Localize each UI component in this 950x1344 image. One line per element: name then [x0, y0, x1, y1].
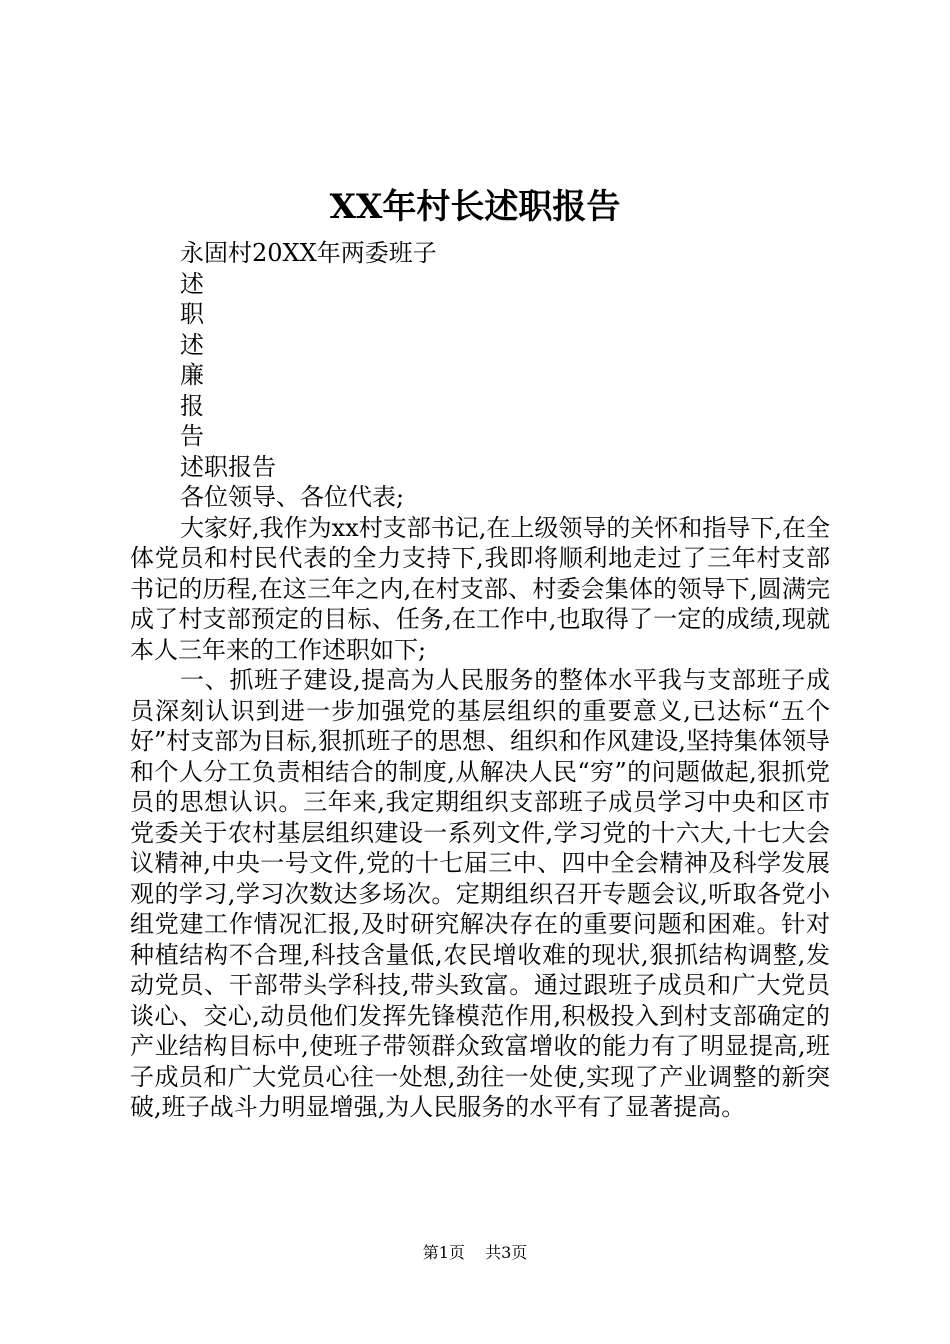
paragraph-section-one: 一、抓班子建设,提高为人民服务的整体水平我与支部班子成员深刻认识到进一步加强党的基层组织的重要意义,已达标“五个好”村支部为目标,狠抓班子的思想、组织和作风建设,坚持集体领导和个人分工负责相结合的制度,从解决人民“穷”的问题做起,狠抓党员的思想认识。三年来,我定期组织支部班子成员学习中央和区市党委关于农村基层组织建设一系列文件,学习党的十六大,十七大会议精神,中央一号文件,党的十七届三中、四中全会精神及科学发展观的学习,学习次数达多场次。定期组织召开专题会议,听取各党小组党建工作情况汇报,及时研究解决存在的重要问题和困难。针对种植结构不合理,科技含量低,农民增收难的现状,狠抓结构调整,发动党员、干部带头学科技,带头致富。通过跟班子成员和广大党员谈心、交心,动员他们发挥先锋模范作用,积极投入到村支部确定的产业结构目标中,使班子带领群众致富增收的能力有了明显提高,班子成员和广大党员心往一处想,劲往一处使,实现了产业调整的新突破,班子战斗力明显增强,为人民服务的水平有了显著提高。: [130, 666, 830, 1121]
heading-line: 廉: [180, 361, 204, 389]
document-body: [130, 238, 830, 1123]
heading-line: 职: [180, 300, 204, 328]
document-title: XX年村长述职报告: [329, 187, 621, 227]
heading-line: 永固村20XX年两委班子: [180, 239, 437, 267]
salutation: 各位领导、各位代表;: [180, 483, 405, 511]
paragraph-intro: 大家好,我作为xx村支部书记,在上级领导的关怀和指导下,在全体党员和村民代表的全力支持下,我即将顺利地走过了三年村支部书记的历程,在这三年之内,在村支部、村委会集体的领导下,圆满完成了村支部预定的目标、任务,在工作中,也取得了一定的成绩,现就本人三年来的工作述职如下;: [130, 513, 830, 664]
page-footer: [0, 1242, 950, 1264]
page-total: 共3页: [485, 1243, 528, 1262]
page-number: 第1页: [422, 1243, 465, 1262]
heading-line: 述: [180, 269, 204, 298]
heading-line: 报: [180, 391, 204, 420]
heading-line: 述职报告: [180, 452, 276, 481]
heading-line: 告: [180, 422, 204, 450]
heading-line: 述: [180, 330, 204, 359]
